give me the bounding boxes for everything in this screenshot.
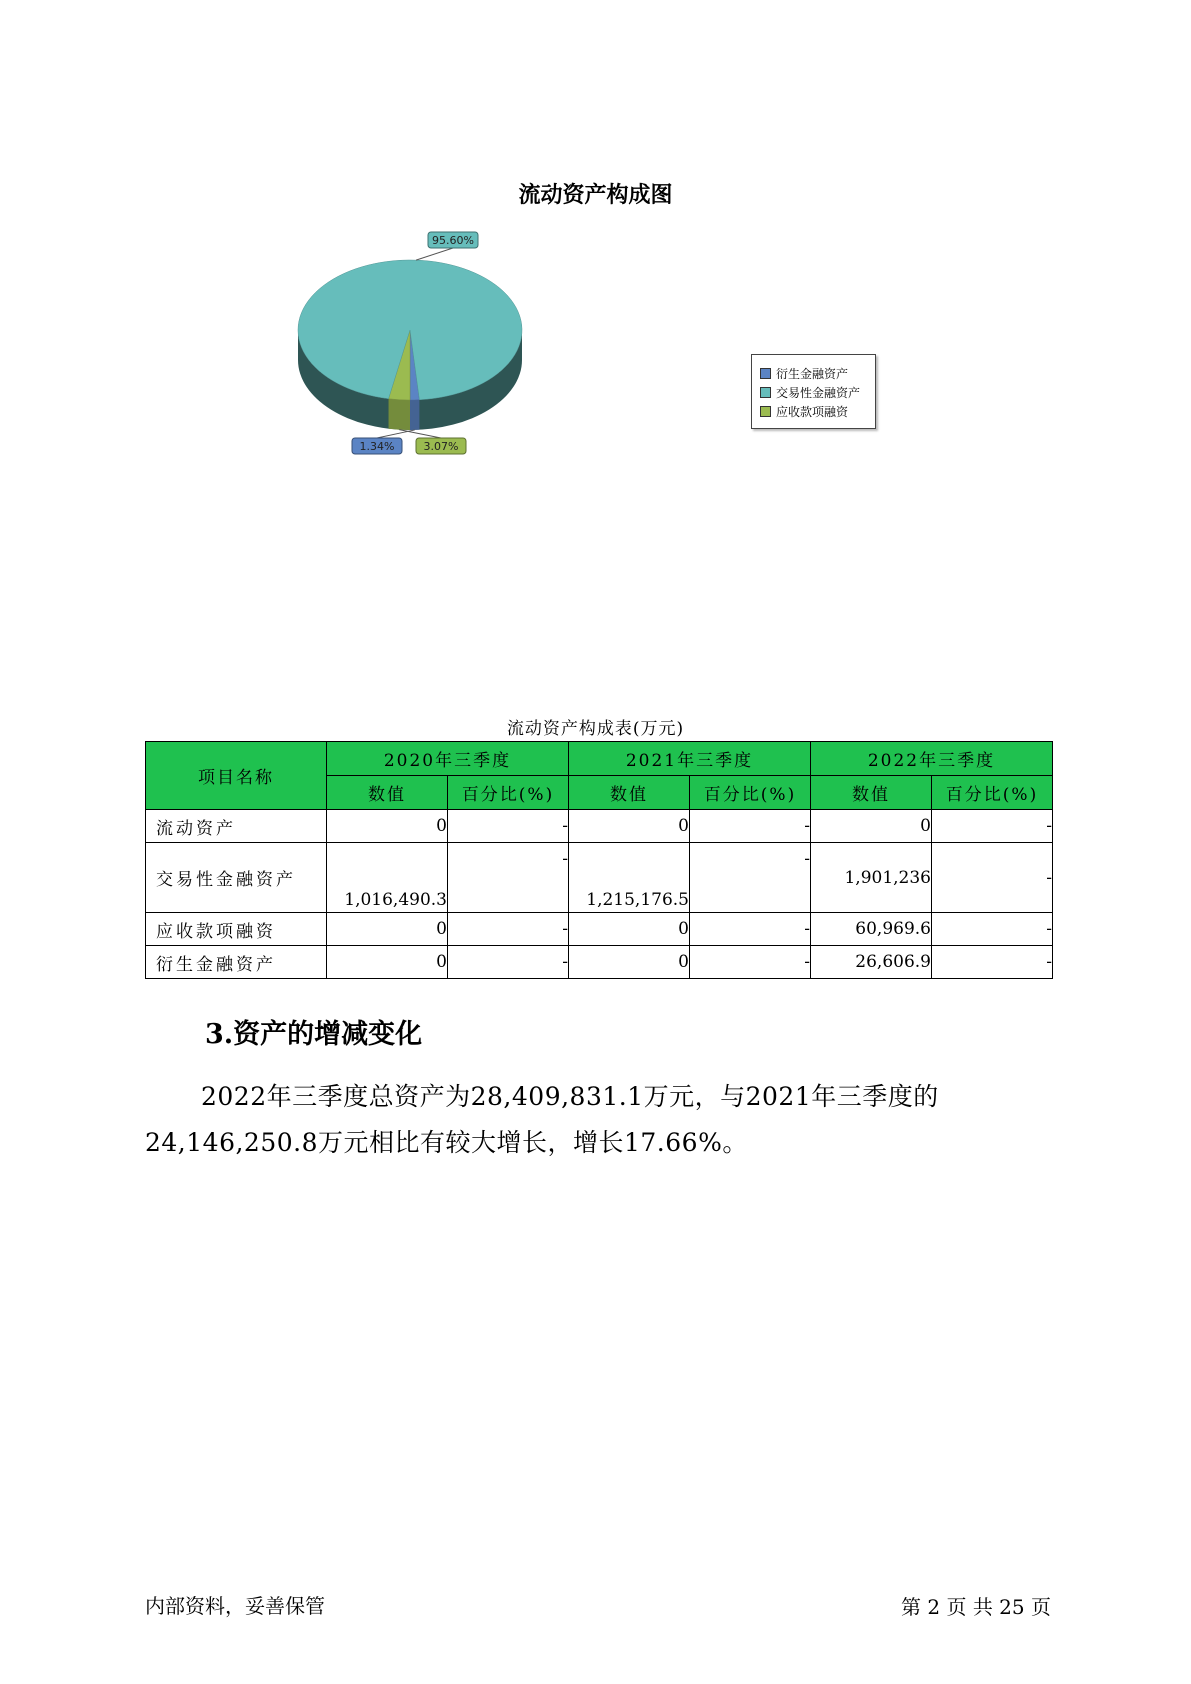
pie-chart (290, 230, 590, 500)
chart-legend (751, 354, 876, 429)
cell-pct: - (932, 946, 1053, 979)
data-label: 95.60% (432, 234, 474, 247)
header-item-name: 项目名称 (146, 742, 327, 810)
header-pct: 百分比(%) (932, 776, 1053, 810)
leader-line (416, 248, 453, 260)
chart-title: 流动资产构成图 (518, 182, 673, 208)
header-value: 数值 (569, 776, 690, 810)
cell-pct: - (690, 843, 811, 913)
row-name: 流动资产 (146, 810, 327, 843)
cell-value: 0 (569, 810, 690, 843)
current-assets-table (145, 741, 1053, 979)
cell-pct: - (932, 913, 1053, 946)
row-name: 交易性金融资产 (146, 843, 327, 913)
footer-confidential-note: 内部资料，妥善保管 (145, 1594, 325, 1618)
paragraph-text: 24,146,250.8万元相比有较大增长，增长17.66%。 (145, 1128, 748, 1157)
header-value: 数值 (327, 776, 448, 810)
paragraph-text: 2022年三季度总资产为28,409,831.1万元，与2021年三季度的 (201, 1082, 939, 1111)
cell-pct: - (448, 946, 569, 979)
cell-pct: - (690, 810, 811, 843)
cell-value: 1,901,236 (811, 843, 932, 913)
cell-pct: - (932, 843, 1053, 913)
header-value: 数值 (811, 776, 932, 810)
cell-value: 1,016,490.3 (327, 843, 448, 913)
header-period: 2021年三季度 (569, 742, 811, 776)
cell-value: 26,606.9 (811, 946, 932, 979)
legend-label: 交易性金融资产 (776, 386, 861, 400)
paragraph-line (145, 1074, 1045, 1120)
cell-value: 0 (811, 810, 932, 843)
legend-label: 衍生金融资产 (776, 367, 849, 381)
legend-swatch (760, 406, 771, 417)
row-name: 衍生金融资产 (146, 946, 327, 979)
header-pct: 百分比(%) (448, 776, 569, 810)
header-period: 2020年三季度 (327, 742, 569, 776)
cell-value: 0 (327, 913, 448, 946)
slice-derivative-side (410, 400, 419, 430)
slice-receivables-side (389, 399, 410, 430)
header-period: 2022年三季度 (811, 742, 1053, 776)
cell-value: 0 (327, 810, 448, 843)
body-paragraph (145, 1074, 1045, 1166)
footer-page-number: 第 2 页 共 25 页 (901, 1595, 1051, 1619)
cell-pct: - (448, 843, 569, 913)
legend-item-trading (760, 383, 867, 402)
legend-swatch (760, 387, 771, 398)
cell-pct: - (448, 810, 569, 843)
section-heading: 3.资产的增减变化 (205, 1019, 423, 1050)
cell-value: 0 (327, 946, 448, 979)
header-pct: 百分比(%) (690, 776, 811, 810)
legend-swatch (760, 368, 771, 379)
cell-value: 0 (569, 913, 690, 946)
legend-label: 应收款项融资 (776, 405, 849, 419)
table-row (146, 946, 1053, 979)
leader-line (399, 430, 441, 438)
table-row (146, 913, 1053, 946)
row-name: 应收款项融资 (146, 913, 327, 946)
table-caption: 流动资产构成表(万元) (506, 719, 685, 739)
paragraph-line (145, 1120, 1045, 1166)
legend-item-derivative (760, 364, 867, 383)
cell-pct: - (690, 913, 811, 946)
data-label: 1.34% (359, 440, 395, 453)
table-row (146, 843, 1053, 913)
cell-value: 0 (569, 946, 690, 979)
cell-pct: - (690, 946, 811, 979)
cell-pct: - (448, 913, 569, 946)
cell-pct: - (932, 810, 1053, 843)
cell-value: 1,215,176.5 (569, 843, 690, 913)
data-label: 3.07% (423, 440, 459, 453)
cell-value: 60,969.6 (811, 913, 932, 946)
legend-item-receivables (760, 402, 867, 421)
table-row (146, 810, 1053, 843)
